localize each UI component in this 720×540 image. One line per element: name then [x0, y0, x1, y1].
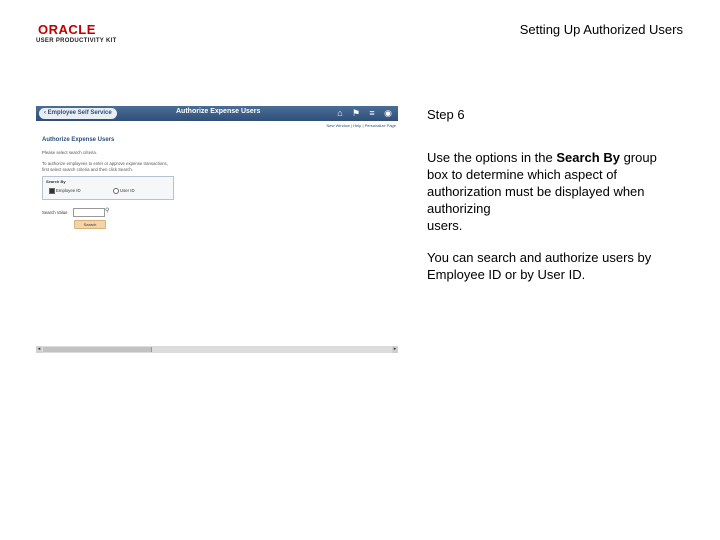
logo-brand: ORACLE	[38, 22, 96, 37]
search-value-label: Search Value	[42, 210, 68, 215]
note-line-2: Employee ID or by User ID.	[427, 267, 586, 282]
app-subtitle: Authorize Expense Users	[42, 137, 115, 143]
instruction-line-3: authorization must be displayed when	[427, 184, 645, 199]
instruction-part-2: group	[619, 150, 657, 165]
scrollbar-thumb[interactable]	[43, 347, 152, 352]
search-by-group	[42, 176, 174, 200]
instruction-bold: Search By	[556, 150, 620, 165]
instruction-line-2: box to determine which aspect of	[427, 167, 618, 182]
info-text-2: first select search criteria and then click Search.	[42, 167, 133, 172]
user-id-option[interactable]	[113, 188, 135, 194]
search-by-title: Search By	[46, 179, 66, 184]
logo-tagline: USER PRODUCTIVITY KIT	[36, 38, 117, 44]
document-title: Setting Up Authorized Users	[519, 22, 683, 37]
page-links[interactable]: New Window | Help | Personalize Page	[326, 123, 396, 128]
note-line-1: You can search and authorize users by	[427, 250, 652, 265]
intro-text: Please select search criteria.	[42, 150, 97, 155]
application-screenshot	[36, 106, 398, 354]
search-button[interactable]: Search	[74, 220, 106, 229]
home-icon[interactable]: ⌂	[337, 108, 343, 118]
radio-unselected-icon[interactable]	[113, 188, 119, 194]
oracle-upk-logo	[36, 22, 126, 48]
info-text-1: To authorize employees to enter or approve expense transactions,	[42, 161, 168, 166]
search-value-input[interactable]	[73, 208, 105, 217]
flag-icon[interactable]: ⚑	[351, 108, 361, 118]
step-label: Step 6	[427, 107, 465, 122]
menu-icon[interactable]: ≡	[369, 108, 375, 118]
employee-id-label: Employee ID	[56, 188, 81, 194]
instruction-line-5: users.	[427, 218, 463, 233]
user-id-label: User ID	[120, 188, 135, 194]
instruction-line-4: authorizing	[427, 201, 491, 216]
instruction-text	[427, 149, 687, 234]
scroll-left-icon[interactable]: ◂	[37, 346, 41, 352]
back-button-label: Employee Self Service	[47, 110, 112, 116]
scroll-right-icon[interactable]: ▸	[393, 346, 397, 352]
horizontal-scrollbar[interactable]	[36, 346, 398, 353]
radio-selected-icon[interactable]	[49, 188, 55, 194]
employee-id-option[interactable]	[49, 188, 81, 194]
lookup-icon[interactable]: ⚲	[105, 208, 110, 214]
back-button[interactable]: ‹ Employee Self Service	[39, 108, 117, 119]
note-text	[427, 249, 687, 283]
app-header-bar	[36, 106, 398, 121]
instruction-part-1: Use the options in the	[427, 150, 557, 165]
app-page-title: Authorize Expense Users	[176, 108, 261, 115]
compass-icon[interactable]: ◉	[384, 108, 392, 118]
